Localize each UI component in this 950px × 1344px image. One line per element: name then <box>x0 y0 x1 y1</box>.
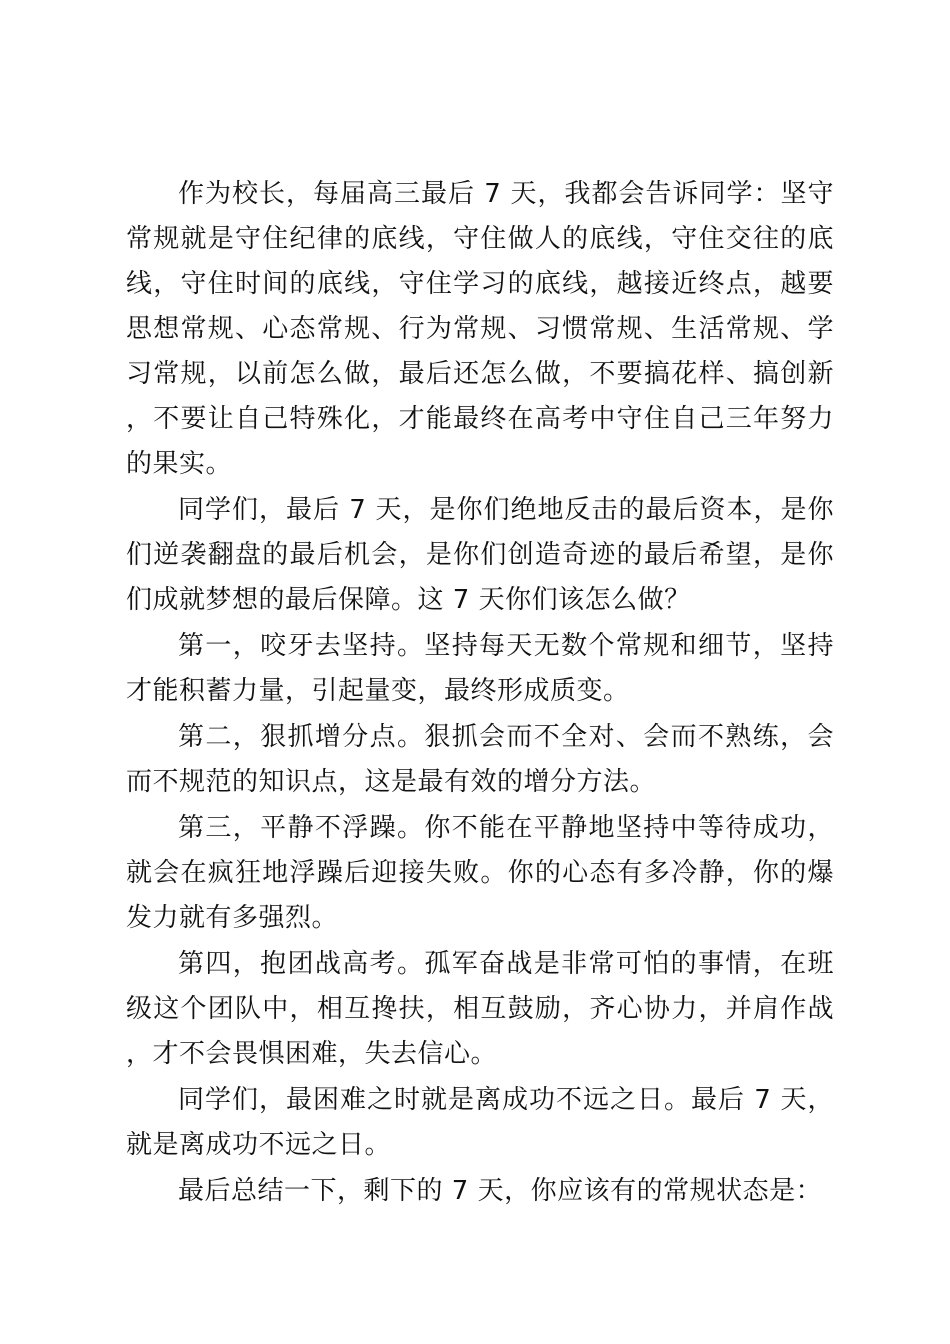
paragraph-summary-intro: 最后总结一下，剩下的 7 天，你应该有的常规状态是： <box>178 1176 823 1206</box>
paragraph-principal-advice: 作为校长，每届高三最后 7 天，我都会告诉同学：坚守常规就是守住纪律的底线，守住做人的底线，守住交往的底线，守住时间的底线，守住学习的底线，越接近终点，越要思想常规、心态常规、行为常规、习惯常规、生活常规、学习常规，以前怎么做，最后还怎么做，不要搞花样、搞创新，不要让自己特殊化，才能最终在高考中守住自己三年努力的果实。 <box>126 179 834 479</box>
document-body <box>126 172 834 1214</box>
paragraph-point-four: 第四，抱团战高考。孤军奋战是非常可怕的事情，在班级这个团队中，相互搀扶，相互鼓励，齐心协力，并肩作战，才不会畏惧困难，失去信心。 <box>126 949 834 1069</box>
paragraph-point-two: 第二，狠抓增分点。狠抓会而不全对、会而不熟练，会而不规范的知识点，这是最有效的增分方法。 <box>126 722 834 797</box>
paragraph-closing: 同学们，最困难之时就是离成功不远之日。最后 7 天，就是离成功不远之日。 <box>126 1085 834 1160</box>
paragraph-final-seven-days: 同学们，最后 7 天，是你们绝地反击的最后资本，是你们逆袭翻盘的最后机会，是你们创造奇迹的最后希望，是你们成就梦想的最后保障。这 7 天你们该怎么做？ <box>126 495 834 615</box>
paragraph-point-three: 第三，平静不浮躁。你不能在平静地坚持中等待成功，就会在疯狂地浮躁后迎接失败。你的心态有多冷静，你的爆发力就有多强烈。 <box>126 813 834 933</box>
paragraph-point-one: 第一，咬牙去坚持。坚持每天无数个常规和细节，坚持才能积蓄力量，引起量变，最终形成质变。 <box>126 631 834 706</box>
